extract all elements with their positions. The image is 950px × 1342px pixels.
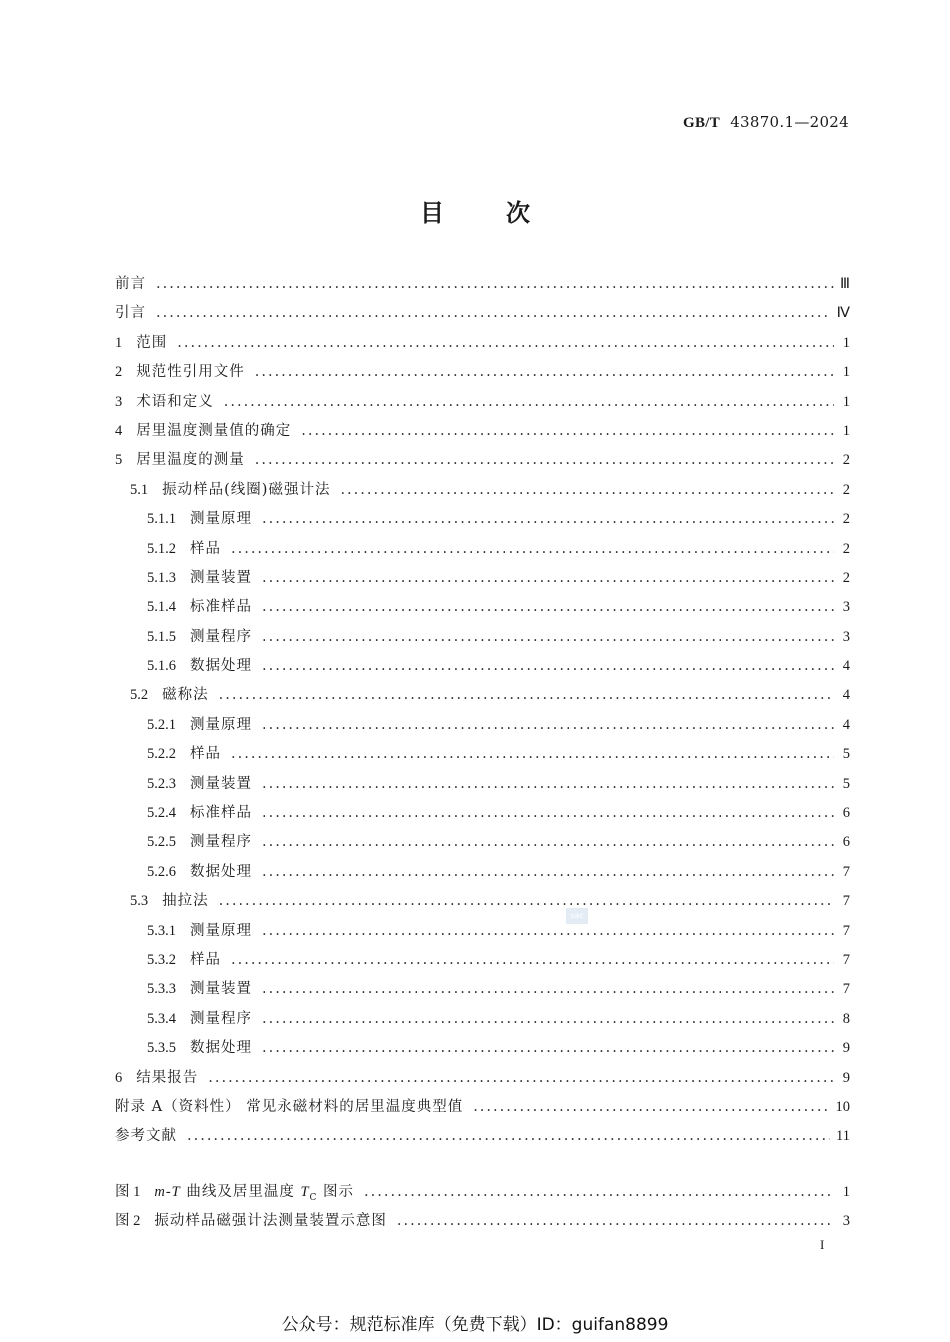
toc-number: 5.3.2 [147,951,176,968]
toc-number: 5.3.4 [147,1010,176,1027]
toc-number: 5.3.5 [147,1040,176,1057]
leader-dots [255,446,834,475]
toc-entry[interactable] [115,799,850,828]
leader-dots [262,711,834,740]
leader-dots [340,476,834,505]
toc-label: 测量原理 [190,922,252,939]
toc-label: 规范性引用文件 [136,364,245,381]
page-ref: 2 [842,540,850,557]
toc-label: 测量装置 [190,981,252,998]
toc-label: 测量装置 [190,775,252,792]
toc-number: 3 [115,393,123,410]
leader-dots [262,917,834,946]
figure-label: m-T 曲线及居里温度 $T_C$ 图示 [154,1184,355,1203]
toc-number: 5.1.1 [147,511,176,528]
leader-dots [262,799,834,828]
toc-entry[interactable] [115,564,850,593]
toc-entry[interactable] [115,1093,850,1122]
toc-entry[interactable] [115,623,850,652]
toc-label: 结果报告 [136,1069,199,1086]
toc-number: 5.2.5 [147,834,176,851]
toc-entry[interactable] [115,975,850,1004]
toc-number: 5.2.2 [147,746,176,763]
toc-label: 标准样品 [190,599,252,616]
toc-number: 6 [115,1069,123,1086]
standard-code [683,113,849,132]
page-ref: 1 [842,1184,850,1200]
page-number: I [820,1237,825,1252]
toc-label: 样品 [190,540,221,557]
toc-number: 5.1.2 [147,540,176,557]
toc-number: 5.2.6 [147,863,176,880]
toc-label: 数据处理 [190,658,252,675]
page-ref: 4 [842,687,850,704]
toc-label: 引言 [115,305,146,322]
footer-note: 公众号：规范标准库（免费下载）ID：guifan8899 [281,1315,669,1335]
toc-entry[interactable] [115,329,850,358]
leader-dots [364,1178,834,1207]
leader-dots [262,652,834,681]
toc-number: 1 [115,334,123,351]
figure-number: 图 1 [115,1184,141,1200]
toc-entry[interactable] [115,887,850,916]
page-ref: 1 [842,364,850,381]
toc-number: 5.3.3 [147,981,176,998]
toc-entry[interactable] [115,652,850,681]
toc-label: 测量原理 [190,716,252,733]
leader-dots [224,388,834,417]
toc-number: 5.2.3 [147,775,176,792]
toc-entry[interactable] [115,1122,850,1151]
page-ref: 5 [842,775,850,792]
page-ref: 9 [842,1069,850,1086]
toc-number: 5.1.6 [147,658,176,675]
toc-label: 附录 A（资料性） 常见永磁材料的居里温度典型值 [115,1098,464,1115]
toc-label: 振动样品(线圈)磁强计法 [162,481,331,498]
leader-dots [231,946,834,975]
toc-entry[interactable] [115,270,850,299]
leader-dots [208,1064,834,1093]
toc-number: 5 [115,452,123,469]
page-ref: 7 [842,863,850,880]
toc-label: 测量原理 [190,511,252,528]
leader-dots [156,270,834,299]
page-ref: 7 [842,922,850,939]
toc-entry[interactable] [115,946,850,975]
toc-number: 5.1.5 [147,628,176,645]
toc-entry[interactable] [115,505,850,534]
leader-dots [262,1005,834,1034]
toc-label: 测量装置 [190,569,252,586]
page-ref: 1 [842,393,850,410]
toc-entry[interactable] [115,770,850,799]
toc-number: 5.2.1 [147,716,176,733]
standard-prefix: GB/T [683,115,721,131]
leader-dots [473,1093,829,1122]
toc-label: 术语和定义 [136,393,214,410]
page-ref: 3 [842,1213,850,1230]
toc-entry[interactable] [115,446,850,475]
toc-entry[interactable] [115,917,850,946]
toc-label: 数据处理 [190,1040,252,1057]
toc-label: 参考文献 [115,1128,177,1145]
toc-number: 2 [115,364,123,381]
page-ref: 4 [842,658,850,675]
leader-dots [187,1122,830,1151]
page-ref: 1 [842,334,850,351]
page-ref: 8 [842,1010,850,1027]
toc-number: 5.3.1 [147,922,176,939]
figure-entry[interactable] [115,1178,850,1207]
toc-number: 5.2.4 [147,805,176,822]
page-ref: 4 [842,716,850,733]
toc-entry[interactable] [115,711,850,740]
toc-label: 前言 [115,276,146,292]
toc-number: 5.1.4 [147,599,176,616]
toc-label: 测量程序 [190,1010,252,1027]
page-title: 目次 [420,199,592,227]
toc-label: 居里温度测量值的确定 [136,422,292,439]
page-ref: 9 [842,1040,850,1057]
toc-entry[interactable] [115,593,850,622]
leader-dots [262,593,834,622]
toc-entry[interactable] [115,1034,850,1063]
toc-entry[interactable] [115,1064,850,1093]
leader-dots [262,858,834,887]
toc-label: 测量程序 [190,628,252,645]
table-of-contents [115,270,850,1152]
leader-dots [397,1207,834,1236]
figure-list [115,1178,850,1237]
page-ref: 7 [842,981,850,998]
toc-entry[interactable] [115,476,850,505]
toc-entry[interactable] [115,417,850,446]
page-ref: 11 [836,1128,850,1145]
toc-label: 居里温度的测量 [136,452,245,469]
leader-dots [262,505,834,534]
sac-watermark: sac [566,908,588,924]
leader-dots [255,358,834,387]
toc-label: 数据处理 [190,863,252,880]
page-ref: 7 [842,951,850,968]
page-ref: 7 [842,893,850,910]
toc-label: 样品 [190,951,221,968]
toc-label: 标准样品 [190,805,252,822]
toc-number: 5.1.3 [147,569,176,586]
leader-dots [262,1034,834,1063]
leader-dots [231,740,834,769]
toc-label: 样品 [190,746,221,763]
page-ref: Ⅲ [840,276,850,292]
figure-entry[interactable] [115,1207,850,1236]
page-ref: 6 [842,834,850,851]
leader-dots [219,681,834,710]
page-ref: 3 [842,628,850,645]
leader-dots [262,564,834,593]
toc-entry[interactable] [115,299,850,328]
toc-entry[interactable] [115,535,850,564]
leader-dots [262,828,834,857]
page-ref: 6 [842,805,850,822]
page-ref: 1 [842,422,850,439]
toc-number: 4 [115,422,123,439]
toc-label: 抽拉法 [162,893,209,910]
toc-entry[interactable] [115,358,850,387]
page-ref: 2 [842,569,850,586]
leader-dots [156,299,831,328]
page-ref: 2 [842,452,850,469]
leader-dots [231,535,834,564]
toc-label: 磁称法 [162,687,209,704]
toc-entry[interactable] [115,1005,850,1034]
page-ref: 10 [835,1098,850,1115]
toc-entry[interactable] [115,828,850,857]
leader-dots [219,887,834,916]
page-ref: 2 [842,511,850,528]
toc-entry[interactable] [115,388,850,417]
figure-label: 振动样品磁强计法测量装置示意图 [154,1213,387,1230]
toc-number: 5.3 [130,893,149,910]
figure-number: 图 2 [115,1213,141,1230]
toc-number: 5.2 [130,687,149,704]
toc-entry[interactable] [115,858,850,887]
page-ref: 3 [842,599,850,616]
page-ref: Ⅳ [836,305,850,322]
leader-dots [177,329,834,358]
standard-number: 43870.1—2024 [730,113,849,131]
page-ref: 5 [842,746,850,763]
toc-entry[interactable] [115,681,850,710]
toc-entry[interactable] [115,740,850,769]
leader-dots [301,417,834,446]
leader-dots [262,623,834,652]
toc-label: 测量程序 [190,834,252,851]
toc-label: 范围 [136,334,168,351]
leader-dots [262,975,834,1004]
leader-dots [262,770,834,799]
toc-number: 5.1 [130,481,149,498]
page-ref: 2 [842,481,850,498]
